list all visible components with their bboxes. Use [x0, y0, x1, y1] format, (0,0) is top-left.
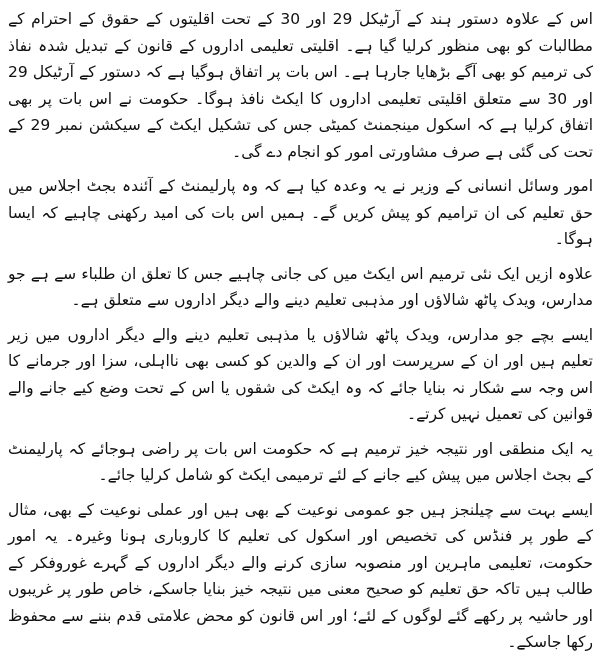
paragraph-2: امور وسائل انسانی کے وزیر نے یہ وعدہ کیا ہے کہ وہ پارلیمنٹ کے آئندہ بجٹ اجلاس میں حق تعلیم کی ان ترامیم کو پیش کریں گے۔ ہمیں اس بات کی امید رکھنی چاہیے کہ ایسا ہوگا۔: [8, 177, 593, 248]
paragraph-6: ایسے بہت سے چیلنجز ہیں جو عمومی نوعیت کے بھی ہیں اور عملی نوعیت کے بھی، مثال کے طور پر فنڈس کی تخصیص اور اسکول کی تعلیم کا کاروباری ہونا وغیرہ۔ یہ امور حکومت، تعلیمی ماہرین اور منصوبہ سازی کرنے والے دیگر اداروں کے گہرے غوروفکر کے طالب ہیں تاکہ حق تعلیم کو صحیح معنی میں نتیجہ خیز بنایا جاسکے، خاص طور پر غریبوں اور حاشیہ پر رکھے گئے لوگوں کے لئے؛ اور اس قانون کو محض علامتی قدم بننے سے محفوظ رکھا جاسکے۔: [8, 500, 593, 651]
paragraph-5: یہ ایک منطقی اور نتیجہ خیز ترمیم ہے کہ حکومت اس بات پر راضی ہوجائے کہ پارلیمنٹ کے بجٹ اجلاس میں پیش کیے جانے کے لئے ترمیمی ایکٹ کو شامل کرلیا جائے۔: [8, 439, 593, 484]
paragraph-3: علاوہ ازیں ایک نئی ترمیم اس ایکٹ میں کی جانی چاہیے جس کا تعلق ان طلباء سے ہے جو مدارس، ویدک پاٹھ شالاؤں اور مذہبی تعلیم دینے والے دیگر اداروں سے متعلق ہے۔: [8, 264, 593, 309]
paragraph-1: اس کے علاوہ دستور ہند کے آرٹیکل 29 اور 30 کے تحت اقلیتوں کے حقوق کے احترام کے مطالبات کو بھی منظور کرلیا گیا ہے۔ اقلیتی تعلیمی اداروں کے قانون کے تبدیل شدہ نفاذ کی ترمیم کو بھی آگے بڑھایا جارہا ہے۔ اس بات پر اتفاق ہوگیا ہے کہ دستور کے آرٹیکل 29 اور 30 سے متعلق اقلیتی تعلیمی اداروں کا ایکٹ نافذ ہوگا۔ حکومت نے اس بات پر بھی اتفاق کرلیا ہے کہ اسکول مینجمنٹ کمیٹی جس کی تشکیل ایکٹ کے سیکشن نمبر 29 کے تحت کی گئی ہے صرف مشاورتی امور کو انجام دے گی۔: [8, 10, 593, 161]
paragraph-4: ایسے بچے جو مدارس، ویدک پاٹھ شالاؤں یا مذہبی تعلیم دینے والے دیگر اداروں میں زیر تعلیم ہیں اور ان کے سرپرست اور ان کے والدین کو کسی بھی نااہلی، سزا اور جرمانے کا اس وجہ سے شکار نہ بنایا جائے کہ وہ ایکٹ کی شقوں یا اس کے تحت وضع کیے جانے والے قوانین کی تعمیل نہیں کرتے۔: [8, 325, 593, 423]
